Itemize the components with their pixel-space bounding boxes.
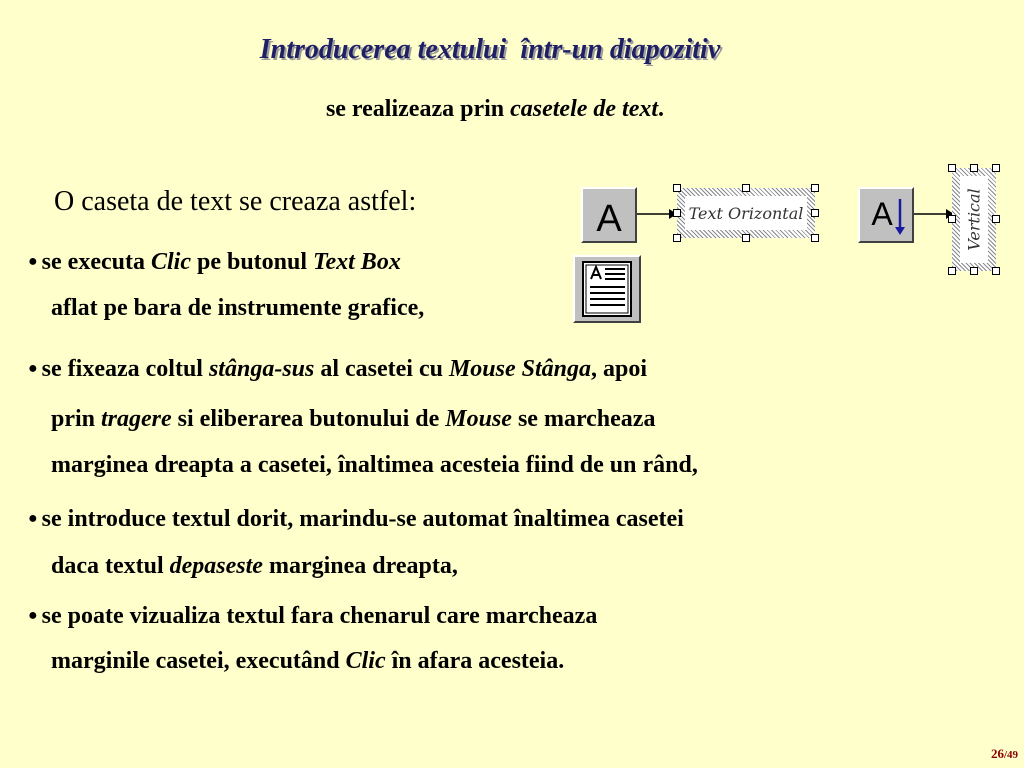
text-box-letter: A	[596, 198, 622, 240]
page-total: /49	[1003, 749, 1018, 761]
bullet-1-line-2: aflat pe bara de instrumente grafice,	[51, 295, 425, 321]
bullet-3-line-1: ● se introduce textul dorit, marindu-se automat înaltimea casetei	[28, 506, 684, 532]
bullet-icon: ●	[28, 360, 38, 377]
arrow-icon	[637, 207, 677, 221]
intro-heading: O caseta de text se creaza astfel:	[54, 186, 417, 217]
subtitle-italic: casetele de text	[510, 96, 659, 122]
horizontal-text-box-label: Text Orizontal	[685, 196, 807, 230]
title-part-1: Introducerea textului	[259, 34, 507, 65]
bullet-3-line-2: daca textul depaseste marginea dreapta,	[51, 553, 458, 579]
bullet-icon: ●	[28, 253, 38, 270]
bullet-2-line-2: prin tragere si eliberarea butonului de Mouse se marcheaza	[51, 406, 656, 432]
horizontal-text-box	[677, 188, 815, 238]
text-box-button-icon	[581, 187, 637, 243]
bullet-2-line-1: ● se fixeaza coltul stânga-sus al casetei cu Mouse Stânga, apoi	[28, 356, 648, 382]
bullet-icon: ●	[28, 607, 38, 624]
slide-title	[0, 34, 980, 66]
bullet-4-line-1: ● se poate vizualiza textul fara chenarul care marcheaza	[28, 603, 598, 629]
vertical-text-box-button-icon	[858, 187, 914, 243]
title-part-2: într-un diapozitiv	[520, 34, 721, 65]
bullet-2-line-3: marginea dreapta a casetei, înaltimea acesteia fiind de un rând,	[51, 452, 698, 478]
bullet-4-line-2: marginile casetei, executând Clic în afara acesteia.	[51, 648, 565, 674]
subtitle-text: se realizeaza prin	[325, 96, 511, 122]
vertical-text-box	[952, 168, 996, 271]
slide-subtitle	[0, 96, 990, 123]
subtitle-end: .	[658, 96, 665, 122]
page-number	[991, 746, 1018, 762]
bullet-icon: ●	[28, 510, 38, 527]
vertical-text-box-label: Vertical	[964, 188, 984, 251]
bullet-1-line-1: ● se executa Clic pe butonul Text Box	[28, 249, 401, 275]
vertical-text-box-letter: A	[871, 196, 893, 232]
page-current: 26	[990, 746, 1004, 761]
text-box-tool-icon	[573, 255, 641, 323]
